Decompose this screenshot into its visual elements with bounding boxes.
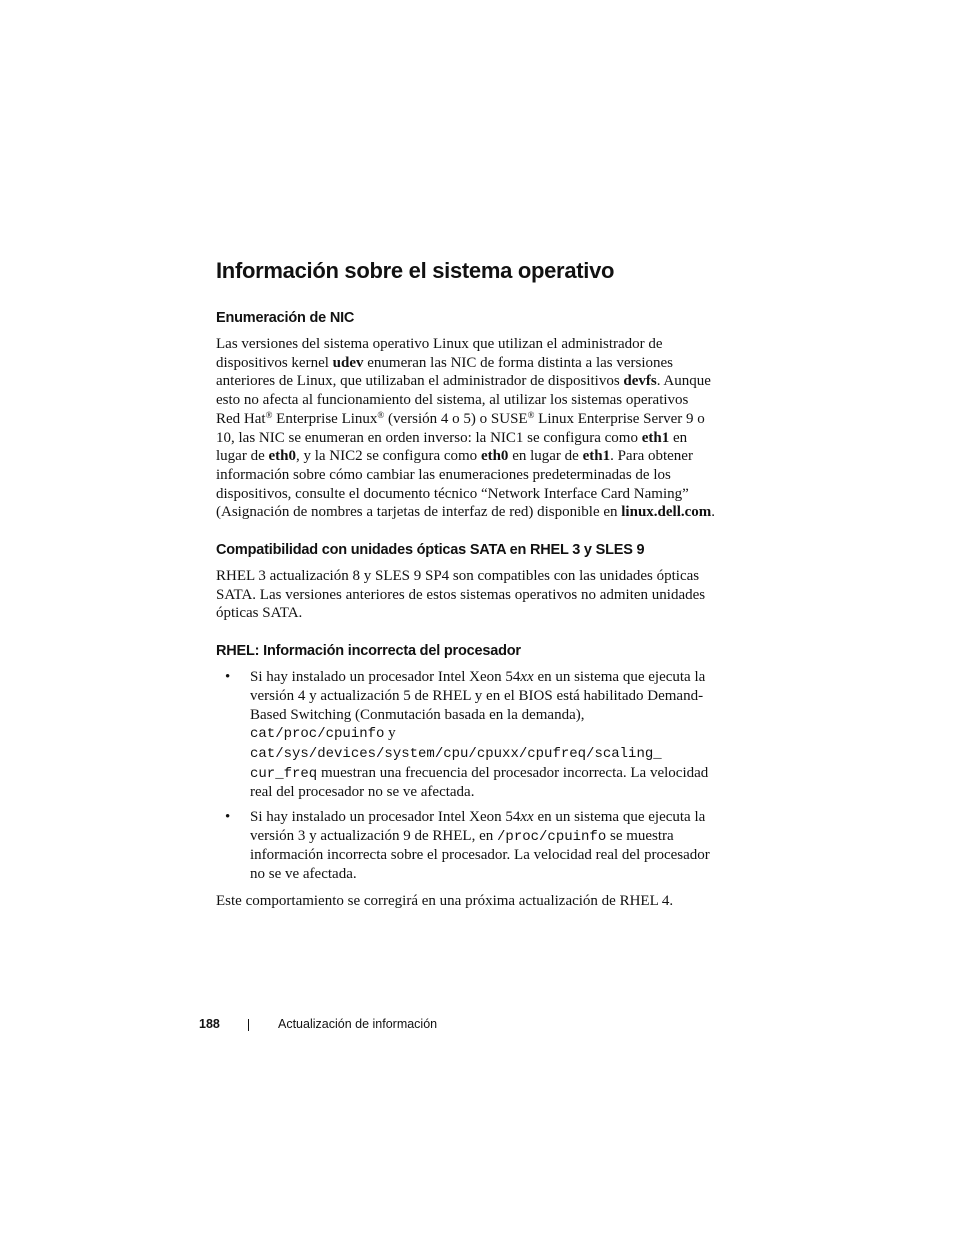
footer-separator	[248, 1019, 249, 1031]
list-item: • Si hay instalado un procesador Intel Xeon 54xx en un sistema que ejecuta la versión 3 y actualización 9 de RHEL, en /proc/cpuinfo se muestra información incorrecta sobre el procesador. La velocidad real del procesador no se ve afectada.	[225, 809, 710, 883]
bullet-icon: •	[225, 669, 231, 686]
code-proc-cpuinfo: /proc/cpuinfo	[497, 828, 607, 845]
heading-nic-enumeration: Enumeración de NIC	[216, 310, 355, 326]
term-devfs: devfs	[623, 373, 657, 390]
page-title: Información sobre el sistema operativo	[216, 258, 615, 283]
registered-mark: ®	[265, 409, 273, 420]
term-eth1: eth1	[641, 429, 670, 446]
paragraph-nic: Las versiones del sistema operativo Linux que utilizan el administrador de dispositivos kernel udev enumeran las NIC de forma distinta a las versiones anteriores de Linux, que utilizaban el administrador de dispositivos devfs. Aunque esto no afecta al funcionamiento del sistema, al utilizar los sistemas operativos Red Hat® Enterprise Linux® (versión 4 o 5) o SUSE® Linux Enterprise Server 9 o 10, las NIC se enumeran en orden inverso: la NIC1 se configura como eth1 en lugar de eth0, y la NIC2 se configura como eth0 en lugar de eth1. Para obtener información sobre cómo cambiar las enumeraciones predeterminadas de los dispositivos, consulte el documento técnico “Network Interface Card Naming” (Asignación de nombres a tarjetas de interfaz de red) disponible en linux.dell.com.	[216, 336, 716, 521]
heading-rhel-processor: RHEL: Información incorrecta del procesador	[216, 643, 521, 660]
code-cur-freq: cur_freq	[250, 765, 318, 782]
paragraph-closing: Este comportamiento se corregirá en una próxima actualización de RHEL 4.	[216, 892, 674, 909]
code-scaling-path: cat/sys/devices/system/cpu/cpuxx/cpufreq/scaling_	[250, 745, 662, 762]
footer-title: Actualización de información	[278, 1017, 438, 1031]
link-linux-dell-com: linux.dell.com	[621, 504, 712, 521]
page-content	[216, 256, 716, 929]
heading-sata-optical: Compatibilidad con unidades ópticas SATA en RHEL 3 y SLES 9	[216, 542, 645, 559]
bullet-list	[216, 668, 716, 884]
term-eth1: eth1	[582, 448, 611, 465]
term-eth0: eth0	[268, 448, 296, 465]
term-eth0: eth0	[480, 448, 509, 465]
list-item: • Si hay instalado un procesador Intel Xeon 54xx en un sistema que ejecuta la versión 4 y actualización 5 de RHEL y en el BIOS está habilitado Demand-Based Switching (Conmutación basada en la demanda), cat/proc/cpuinfo y cat/sys/devices/system/cpu/cpuxx/cpufreq/scaling_ cur_freq muestran una frecuencia del procesador incorrecta. La velocidad real del procesador no se ve afectada.	[225, 669, 709, 801]
paragraph-sata: RHEL 3 actualización 8 y SLES 9 SP4 son compatibles con las unidades ópticas SATA. Las versiones anteriores de estos sistemas operativos no admiten unidades ópticas SATA.	[216, 568, 706, 622]
registered-mark: ®	[527, 409, 535, 420]
bullet-icon: •	[225, 809, 231, 826]
registered-mark: ®	[377, 409, 385, 420]
code-cpuinfo: cat/proc/cpuinfo	[250, 726, 385, 743]
page-number: 188	[199, 1017, 220, 1031]
term-udev: udev	[332, 354, 364, 371]
